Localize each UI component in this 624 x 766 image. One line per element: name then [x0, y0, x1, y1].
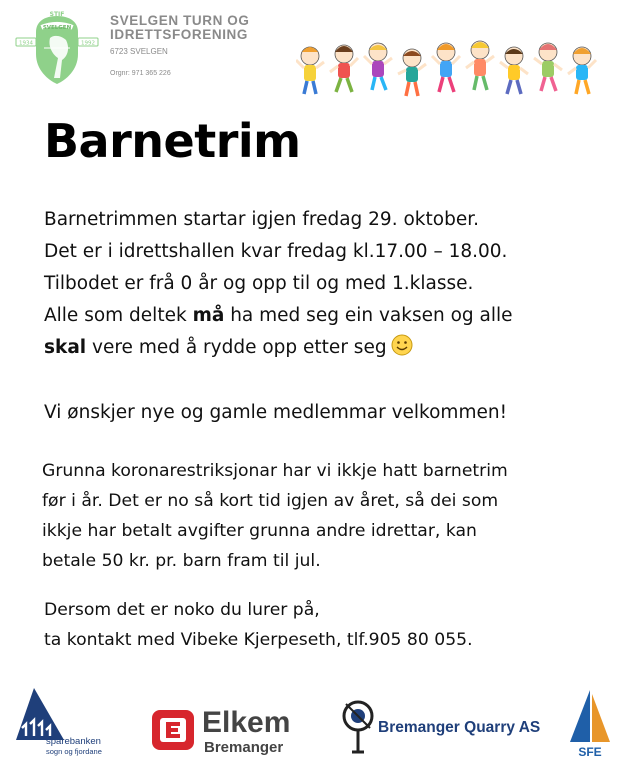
corona-line-2: før i år. Det er no så kort tid igjen av året, så dei som: [42, 491, 499, 511]
info-line-adult-post: ha med seg ein vaksen og alle: [224, 305, 513, 326]
smiley-icon: [391, 334, 413, 367]
elkem-subtitle: Bremanger: [204, 739, 284, 756]
sfe-name: SFE: [578, 745, 602, 759]
info-line-start-date: Barnetrimmen startar igjen fredag 29. oktober.: [44, 209, 479, 230]
kid-figure-4: [398, 49, 426, 96]
corona-line-1: Grunna koronarestriksjonar har vi ikkje hatt barnetrim: [42, 461, 508, 481]
contact-line-2: ta kontakt med Vibeke Kjerpeseth, tlf.905 80 055.: [44, 630, 473, 650]
club-name: [110, 14, 250, 42]
kid-figure-2: [330, 45, 358, 92]
info-line-adult-pre: Alle som deltek: [44, 305, 193, 326]
bremanger-quarry-name: Bremanger Quarry AS: [378, 719, 540, 736]
club-name-line2: IDRETTSFORENING: [110, 27, 249, 42]
page-title: Barnetrim: [44, 114, 301, 168]
contact-paragraph: [44, 595, 473, 655]
kid-figure-7: [500, 47, 528, 94]
contact-line-1: Dersom det er noko du lurer på,: [44, 600, 320, 620]
info-line-time: Det er i idrettshallen kvar fredag kl.17.00 – 18.00.: [44, 241, 508, 262]
emphasis-ma: må: [192, 305, 225, 326]
club-org-number: Orgnr: 971 365 226: [110, 70, 171, 77]
sponsor-elkem-logo: [150, 698, 310, 760]
sponsor-sparebanken-logo: [8, 684, 128, 760]
children-illustration: [296, 34, 600, 106]
kid-figure-1: [296, 47, 324, 94]
info-line-cleanup: [44, 332, 513, 367]
kid-figure-8: [534, 43, 562, 91]
sparebanken-region: sogn og fjordane: [46, 747, 102, 756]
emphasis-skal: skal: [44, 337, 87, 358]
corona-paragraph: [42, 456, 508, 576]
welcome-text: Vi ønskjer nye og gamle medlemmar velkommen!: [44, 402, 507, 423]
info-line-cleanup-post: vere med å rydde opp etter seg: [86, 337, 387, 358]
info-paragraph: [44, 204, 513, 367]
elkem-name: Elkem: [202, 706, 291, 739]
sparebanken-name: sparebanken: [46, 736, 101, 747]
logo-year-right: 1992: [81, 40, 95, 47]
club-name-line1: SVELGEN TURN OG: [110, 13, 250, 28]
kid-figure-5: [432, 43, 460, 92]
info-line-age: Tilbodet er frå 0 år og opp til og med 1.klasse.: [44, 273, 474, 294]
info-line-adult: [44, 300, 513, 332]
sponsor-bremanger-quarry-logo: [340, 694, 540, 756]
logo-year-left: 1934: [19, 40, 33, 47]
kid-figure-6: [466, 41, 494, 90]
corona-line-3: ikkje har betalt avgifter grunna andre idrettar, kan: [42, 521, 477, 541]
club-city: 6723 SVELGEN: [110, 47, 168, 56]
logo-ribbon-text: SVELGEN: [42, 25, 72, 31]
sponsor-sfe-logo: [560, 688, 620, 760]
logo-top-text: STIF: [49, 11, 65, 18]
club-logo: [14, 8, 100, 86]
kid-figure-3: [364, 43, 392, 90]
kid-figure-9: [568, 47, 596, 94]
corona-line-4: betale 50 kr. pr. barn fram til jul.: [42, 551, 321, 571]
